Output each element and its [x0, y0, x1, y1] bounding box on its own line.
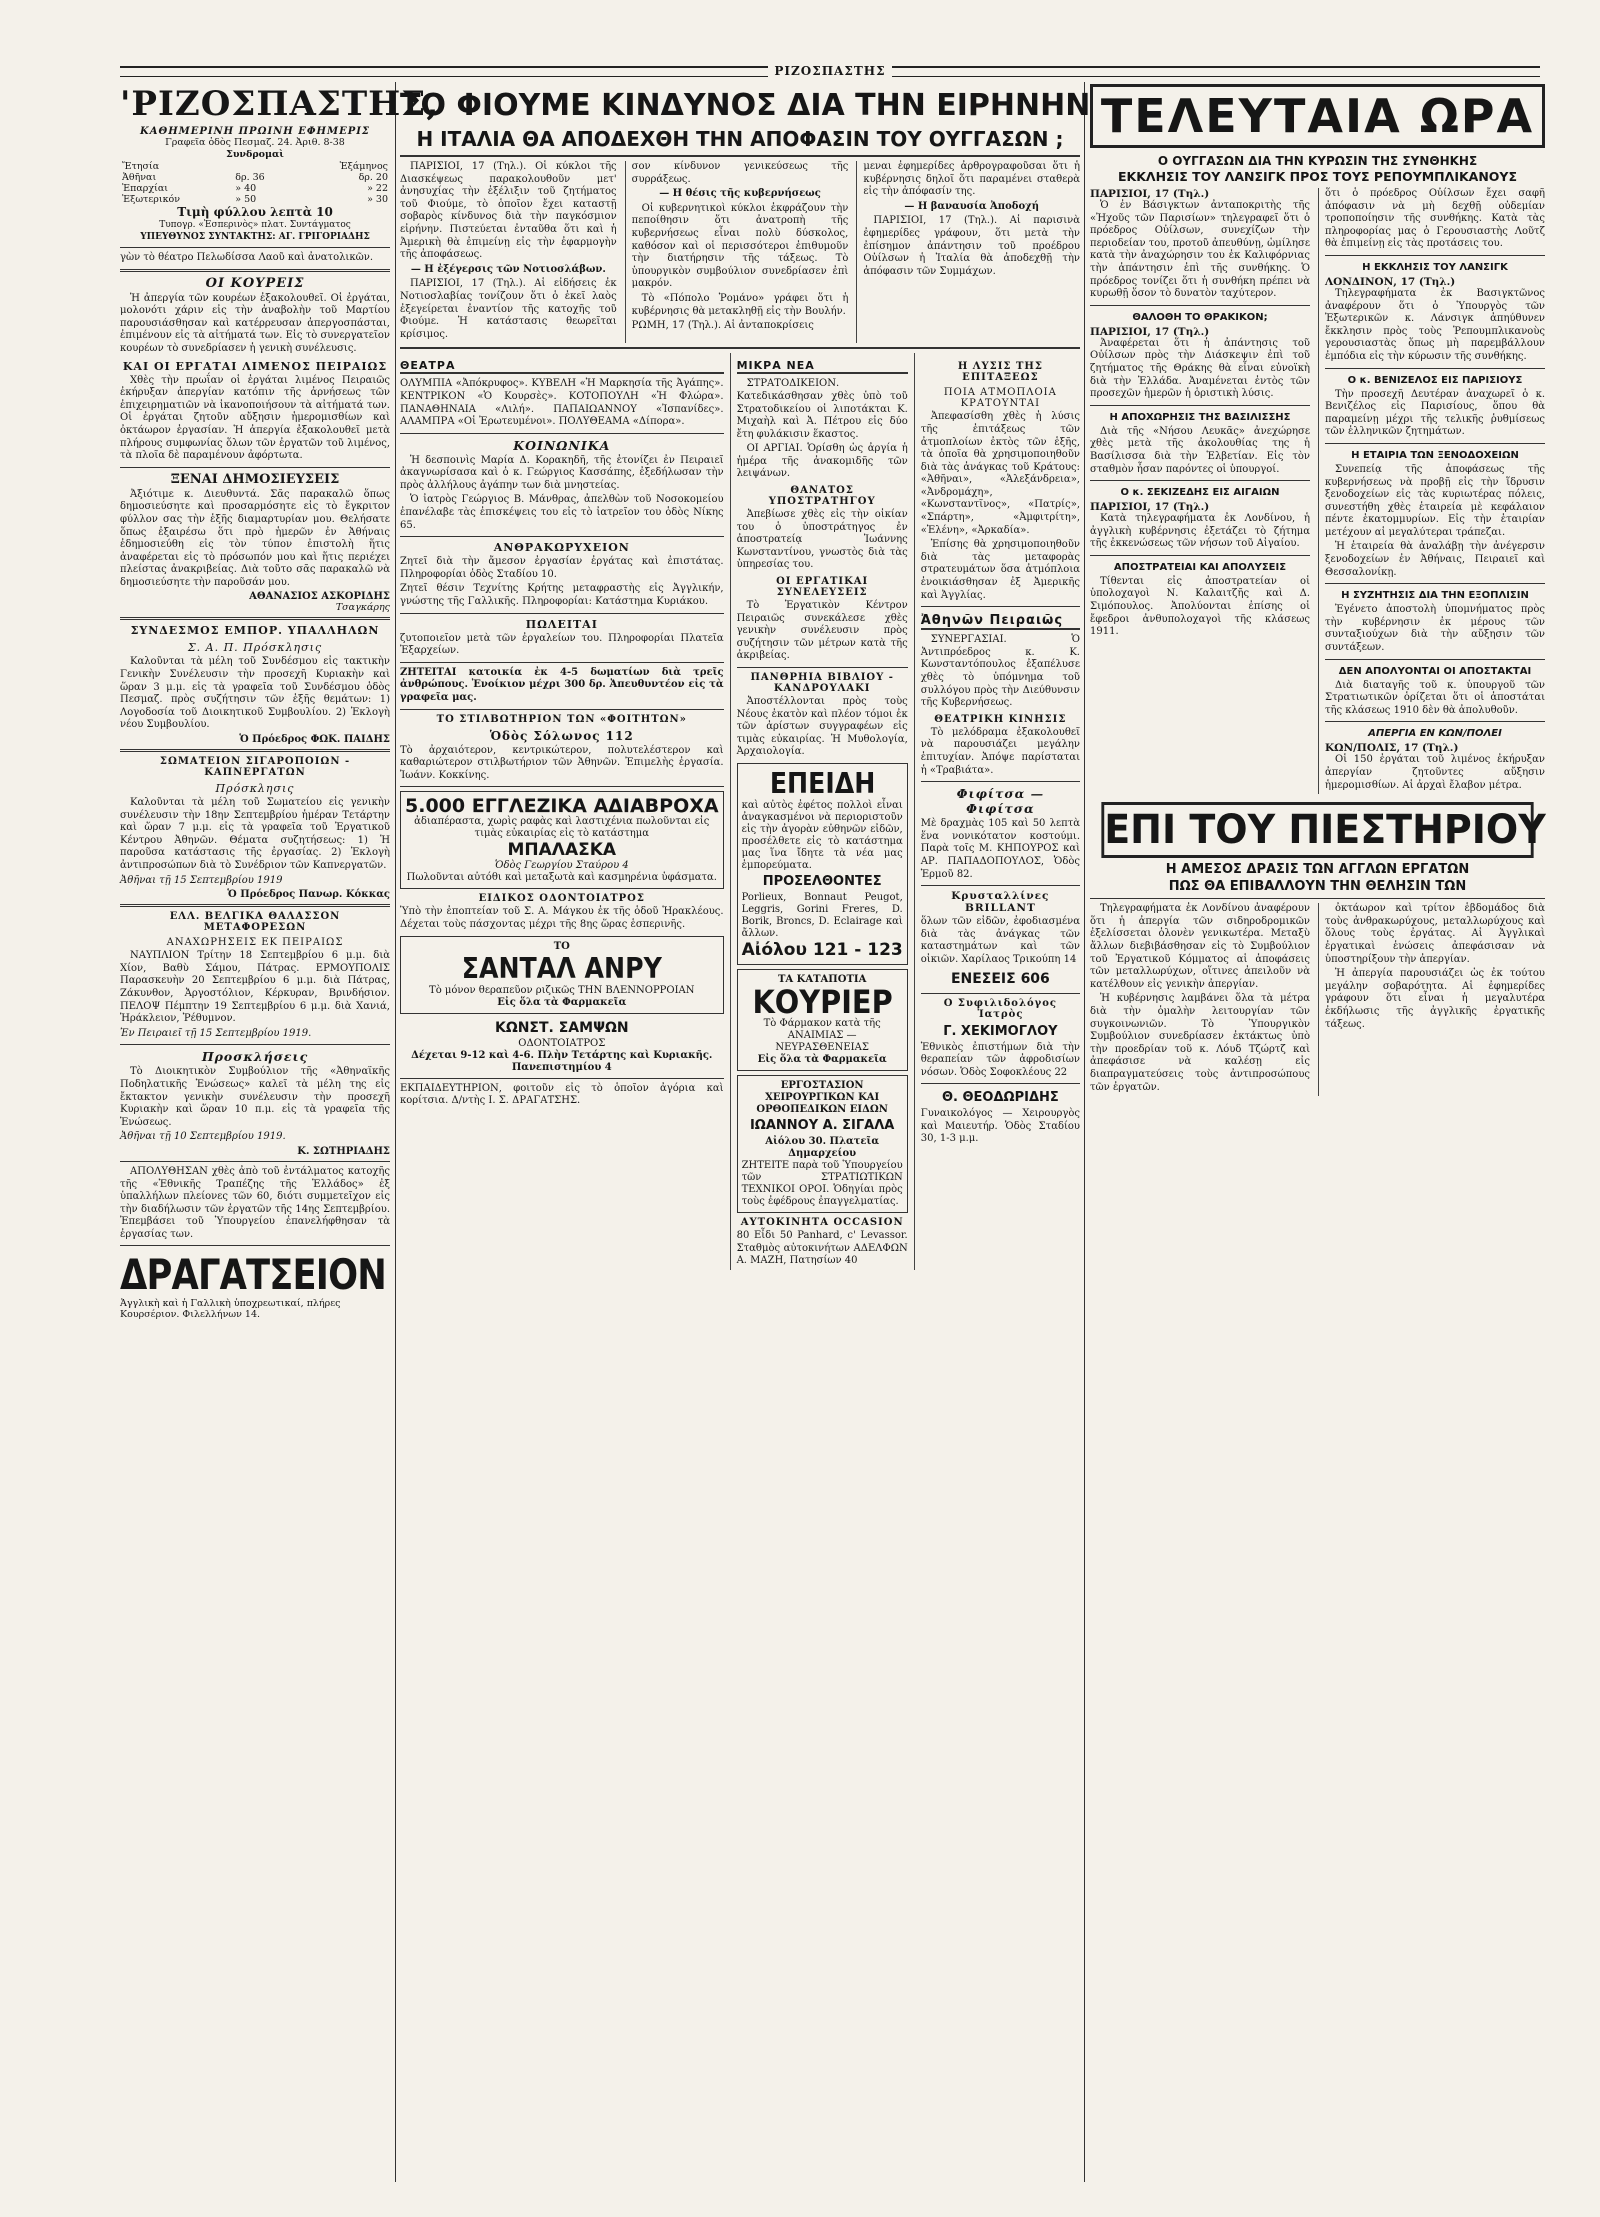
epeidh-ad-subtitle: ΠΡΟΣΕΛΘΟΝΤΕΣ — [762, 873, 882, 889]
port-workers-text: Χθὲς τὴν πρωΐαν οἱ ἐργάται λιμένος Πειραιῶς ἐκήρυξαν ἀπεργίαν κατόπιν τῆς ἀρνήσεως τῶν ἐπιχειρηματιῶν νὰ ἱκανοποιήσουν τὰ αἰτήματά των. Οἱ ἐργάται ζητοῦν αὔξησιν ἡμερομισθίων καὶ ὀκτάωρον ἐργασίαν. Ἡ ἀπεργία ἐξακολουθεῖ μετὰ πλήρους συμφωνίας ὅλων τῶν ἐργατῶν τοῦ λιμένος, τὰ πλοῖα δὲ παραμένουν ἀφόρτωτα. — [120, 374, 390, 462]
lansing-text: Τηλεγραφήματα ἐκ Βασιγκτῶνος ἀναφέρουν ὅτι ὁ Ὑπουργὸς τῶν Ἐξωτερικῶν κ. Λάνσιγκ ἀπηύθυνεν ἔκκλησιν πρὸς τοὺς Ῥεπουμπλικανοὺς γερουσιαστὰς ὅπως μὴ παρεμβάλλουν ἐμπόδια εἰς τὴν κύρωσιν τῆς συνθήκης. — [1325, 287, 1545, 362]
union-subheading: Σ. Α. Π. Πρόσκλησις — [187, 641, 323, 655]
surgical-ad-text: ΖΗΤΕΙΤΕ παρὰ τοῦ Ὑπουργείου τῶν ΣΤΡΑΤΙΩΤΙΚΩΝ ΤΕΧΝΙΚΟΙ ΟΡΟΙ. Ὁδηγίαι πρὸς τοὺς ἐφέδρους ἐπαγγελματίας. — [741, 1159, 903, 1207]
on-the-press-text-b: Ἡ κυβέρνησις λαμβάνει ὅλα τὰ μέτρα διὰ τὴν ὁμαλὴν λειτουργίαν τῶν συγκοινωνιῶν. Τὸ Ὑπουργικὸν Συμβούλιον συνεδρίασεν ἐκτάκτως ὑπὸ τὴν προεδρίαν τοῦ κ. Λόυδ Τζώρτζ καὶ ἀπεφάσισε νὰ καλέσῃ εἰς διαπραγματεύσεις τοὺς ἀντιπροσώπους τῶν ἐργατῶν. — [1090, 993, 1310, 1093]
barbers-text: Ἡ ἀπεργία τῶν κουρέων ἐξακολουθεῖ. Οἱ ἐργάται, μολονότι χάριν εἰς τὴν ἀναβολὴν τοῦ Μαρτίου παρουσιάσθησαν καὶ κατέρρευσαν ἀπεργοσπάσται, ἐπιμένουν εἰς τὰ αἰτήματά των. Εἰς τὸ συνεργατεῖον κουρέων τὸ συνεδρίασεν ἡ γενικὴ συνέλευσις. — [120, 292, 390, 354]
santal-ad-pre: ΤΟ — [553, 940, 570, 952]
lead-text-c2: ΠΑΡΙΣΙΟΙ, 17 (Τηλ.). Αἱ παρισινὰ ἐφημερίδες γράφουν, ὅτι μετὰ τὴν ἐπίσημον ἀπάντησιν τοῦ προέδρου Οὐίλσων ἡ Ἰταλία θὰ ἀποδεχθῇ τὴν ἀπόφασιν τῶν Συμμάχων. — [863, 215, 1081, 277]
hotels-text-2: Ἡ ἑταιρεία θὰ ἀναλάβῃ τὴν ἀνέγερσιν ξενοδοχείων ἐν Ἀθήναις, Πειραιεῖ καὶ Θεσσαλονίκῃ. — [1325, 541, 1545, 578]
lead-text-b3: Τὸ «Πόπολο Ῥομάνο» γράφει ὅτι ἡ κυβέρνησις θὰ μετακληθῇ εἰς τὴν Βουλήν. — [631, 292, 849, 317]
for-sale-text: ζυτοποιεῖον μετὰ τῶν ἐργαλείων του. Πληροφορίαι Πλατεῖα Ἐξαρχείων. — [400, 632, 724, 657]
epeidh-ad-text: καὶ αὐτὸς ἐφέτος πολλοὶ εἶναι ἀναγκασμένοι νὰ περιοριστοῦν εἰς τὴν ἀγορὰν εὐθηνῶν εἰδῶν, προσέλθετε εἰς τὸ κατάστημα μας ἵνα ἴδητε τὰ νέα μας ἐμπορεύματα. — [741, 799, 903, 871]
latest-subheadline: Ο ΟΥΓΓΑΣΩΝ ΔΙΑ ΤΗΝ ΚΥΡΩΣΙΝ ΤΗΣ ΣΥΝΘΗΚΗΣ — [1157, 154, 1478, 168]
venizelos-text: Τὴν προσεχῆ Δευτέραν ἀναχωρεῖ ὁ κ. Βενιζέλος εἰς Παρισίους, ὅπου θὰ παραμείνῃ μέχρι τῆς τελικῆς ῥυθμίσεως τῶν ἑλληνικῶν ζητημάτων. — [1325, 388, 1545, 438]
latest-subheadline-2: ΕΚΚΛΗΣΙΣ ΤΟΥ ΛΑΝΣΙΓΚ ΠΡΟΣ ΤΟΥΣ ΡΕΠΟΥΜΠΛΙΚΑΝΟΥΣ — [1117, 169, 1518, 184]
lead-text-c: μεναι ἐφημερίδες ἀρθρογραφοῦσαι ὅτι ἡ κυβέρνησις δηλοῖ ὅτι παραμένει σταθερὰ εἰς τὴν ἀπόφασίν της. — [863, 161, 1081, 198]
lansing-heading: Η ΕΚΚΛΗΣΙΣ ΤΟΥ ΛΑΝΣΙΓΚ — [1362, 261, 1508, 273]
latest-dateline: ΠΑΡΙΣΙΟΙ, 17 (Τηλ.) — [1090, 188, 1210, 200]
requisition-subheading: ΠΟΙΑ ΑΤΜΟΠΛΟΙΑ ΚΡΑΤΟΥΝΤΑΙ — [943, 387, 1057, 410]
latest-text: Ὁ ἐν Βάσιγκτων ἀνταποκριτὴς τῆς «Ἠχοῦς τῶν Παρισίων» τηλεγραφεῖ ὅτι ὁ πρόεδρος Οὐίλσων, συνεχίζων τὴν περιοδείαν του, προτοῦ ἀπευθύνῃ, ὡμίλησε κατὰ τὴν ἀναχώρησιν του ἐκ Καλιφόρνιας τὴν ἀπάντησιν ἐπὶ τῆς συνθήκης. Ὁ πρόεδρος τονίζει ὅτι ἡ συνθήκη πρέπει νὰ κυρωθῇ ὅσον τὸ δυνατὸν ταχύτερον. — [1090, 200, 1310, 300]
santal-ad — [400, 936, 724, 1014]
constantinople-strike-heading: ΑΠΕΡΓΙΑ ΕΝ ΚΩΝ/ΠΟΛΕΙ — [1368, 728, 1502, 740]
raincoat-ad-title: 5.000 ΕΓΓΛΕΖΙΚΑ ΑΔΙΑΒΡΟΧΑ — [405, 795, 719, 818]
column-rule — [395, 82, 396, 2182]
center-block — [400, 82, 1091, 1270]
column-rule — [1084, 82, 1085, 2182]
epeidh-ad-address: Αἰόλου 121 - 123 — [741, 939, 903, 960]
coal-mine-text: Ζητεῖ διὰ τὴν ἄμεσον ἐργασίαν ἐργάτας καὶ ἐπιστάτας. Πληροφορίαι ὁδὸς Σταδίου 10. — [400, 556, 724, 580]
lead-text-b: σον κίνδυνον γενικεύσεως τῆς συρράξεως. — [631, 161, 849, 185]
thrace-heading: ΘΑΛΟΘΗ ΤΟ ΘΡΑΚΙΚΟΝ; — [1132, 311, 1268, 323]
letters-text: Ἀξιότιμε κ. Διευθυντά. Σᾶς παρακαλῶ ὅπως δημοσιεύσητε καὶ προσαρμόσητε εἰς τὸ ἔγκριτον φύλλον σας τὴν ἑξῆς διαμαρτυρίαν μου. Θελήσατε ὅπως ἐξαιρέσω ὅτι πρὸ ἡμερῶν ἐν Ἀθήναις ἐδημοσιεύθη εἰς τὸν τύπον ἐπιστολὴ ἥτις ἀναφέρεται εἰς τὸ πρόσωπόν μου καὶ ἥτις περιέχει πλείστας ἀνακριβείας. Διὰ τοῦτο σᾶς παρακαλῶ νὰ δημοσιεύσητε τὴν παροῦσάν μου. — [120, 488, 390, 588]
masthead-note: γὼν τὸ θέατρο Πελωδίσσα Λαοῦ καὶ ἀνατολικῶν. — [120, 252, 374, 263]
masthead-subtitle: ΚΑΘΗΜΕΡΙΝΗ ΠΡΩΙΝΗ ΕΦΗΜΕΡΙΣ — [140, 126, 370, 137]
theatres-text: ΟΛΥΜΠΙΑ «Ἀπόκρυφος». ΚΥΒΕΛΗ «Ἡ Μαρκησία τῆς Ἀγάπης». ΚΕΝΤΡΙΚΟΝ «Ὁ Κουρσὲς». ΚΟΤΟΠΟΥΛΗ «Ἡ Φλώρα». ΠΑΝΑΘΗΝΑΙΑ «Λιλή». ΠΑΠΑΙΩΑΝΝΟΥ «Ἰσπανίδες». ΑΛΑΜΠΡΑ «Οἱ Ἐρωτευμένοι». ΠΟΛΥΘΕΑΜΑ «Δίπορα». — [400, 378, 724, 428]
editor-in-chief: ΥΠΕΥΘΥΝΟΣ ΣΥΝΤΑΚΤΗΣ: ΑΓ. ΓΡΙΓΟΡΙΑΔΗΣ — [140, 232, 370, 242]
dentist-ad-title: ΟΔΟΝΤΟΙΑΤΡΟΣ — [518, 1037, 606, 1049]
pensions-text: Ἐγένετο ἀποστολὴ ὑπομνήματος πρὸς τὴν κυβέρνησιν ἐκ μέρους τῶν συνταξιούχων διὰ τὴν αὔξησιν τῶν συντάξεων. — [1325, 604, 1545, 654]
constantinople-strike-dateline: ΚΩΝ/ΠΟΛΙΣ, 17 (Τηλ.) — [1325, 742, 1459, 755]
requisition-text: Ἀπεφασίσθη χθὲς ἡ λύσις τῆς ἐπιτάξεως τῶν ἀτμοπλοίων ἐκτὸς τῶν ἑξῆς, τὰ ὁποῖα θὰ χρησιμοποιηθοῦν διὰ τὰς ἀνάγκας τοῦ Κράτους: «Ἀθῆναι», «Ἀλεξάνδρεια», «Ἀνδρομάχη», «Κωνσταντῖνος», «Πατρίς», «Σπάρτη», «Ἀμφιτρίτη», «Ἑλένη», «Ἀρκαδία». — [920, 411, 1080, 536]
shipping-date: Ἐν Πειραιεῖ τῇ 15 Σεπτεμβρίου 1919. — [120, 1027, 312, 1039]
aegean-heading: Ο κ. ΣΕΚΙΖΕΔΗΣ ΕΙΣ ΑΙΓΑΙΩΝ — [1120, 487, 1280, 499]
epeidh-ad-text-2: Porlieux, Bonnaut Peugot, Leggris, Gorini Freres, D. Borik, Broncs, D. Eclairage καὶ ἄλλων. — [741, 891, 903, 939]
lead-subhead-c: — Η βαναυσία Ἀποδοχή — [904, 200, 1039, 212]
job-wanted-text: Ζητεῖ θέσιν Τεχνίτης Κρήτης μεταφραστὴς εἰς Ἀγγλικήν, γνώστης τῆς Γαλλικῆς. Πληροφορίαι: Κατάστημα Κυριάκου. — [400, 583, 724, 608]
books-text: Ἀποστέλλονται πρὸς τοὺς Νέους ἐκατὸν καὶ πλέον τόμοι ἐκ τῶν ἀρίστων συγγραφέων εἰς τιμὰς εὐκαιρίας. Ἡ Μυθολογία, Ἀρχαιολογία. — [736, 696, 908, 758]
short-news-subheading: ΘΑΝΑΤΟΣ ΥΠΟΣΤΡΑΤΗΓΟΥ — [768, 485, 876, 508]
raincoat-ad — [400, 791, 724, 889]
shipping-text: ΝΑΥΠΛΙΟΝ Τρίτην 18 Σεπτεμβρίου 6 μ.μ. διὰ Χίον, Βαθὺ Σάμου, Πάτρας. ΕΡΜΟΥΠΟΛΙΣ Παρασκευὴν 20 Σεπτεμβρίου 6 μ.μ. διὰ Πάτρας, Ζάκυνθον, Ἀργοστόλιον, Κέρκυραν, Βρινδήσιον. ΠΕΛΟΨ Πέμπτην 19 Σεπτεμβρίου 6 μ.μ. διὰ Χανιά, Ἡράκλειον, Ῥέθυμνον. — [120, 950, 390, 1025]
on-the-press-subheadline: Η ΑΜΕΣΟΣ ΔΡΑΣΙΣ ΤΩΝ ΑΓΓΛΩΝ ΕΡΓΑΤΩΝ — [1165, 862, 1470, 878]
latest-story — [1090, 188, 1545, 794]
surgical-ad — [737, 1075, 908, 1213]
subscriptions-label: Συνδρομαὶ — [226, 149, 284, 160]
lansing-dateline: ΛΟΝΔΙΝΟΝ, 17 (Τηλ.) — [1325, 275, 1456, 288]
latest-hour-headline: ΤΕΛΕΥΤΑΙΑ ΩΡΑ — [1090, 84, 1545, 148]
kourier-ad-pre: ΤΑ ΚΑΤΑΠΟΤΙΑ — [777, 973, 867, 985]
rate-row: Ἀθῆναι δρ. 36 δρ. 20 — [122, 172, 388, 183]
tobacco-date: Ἀθῆναι τῇ 15 Σεπτεμβρίου 1919 — [120, 874, 283, 886]
right-column — [1090, 82, 1545, 1096]
lead-text-a: ΠΑΡΙΣΙΟΙ, 17 (Τηλ.). Οἱ κύκλοι τῆς Διασκέψεως παρακολουθοῦν μετ' ἀνησυχίας τὴν ἐξέλιξιν τοῦ ζητήματος τοῦ Φιούμε, τὸ ὁποῖον ἔχει καταστῇ σοβαρὸς κίνδυνος διὰ τὴν παγκόσμιον εἰρήνην. Πιστεύεται ἐνταῦθα ὅτι καὶ ἡ Ἀμερικὴ θὰ ἐπιμείνῃ εἰς τὴν ἐφαρμογὴν τῆς ἀποφάσεως. — [400, 161, 617, 261]
kourier-ad — [737, 969, 908, 1071]
fifi-heading: Φιφίτσα — Φιφίτσα — [956, 786, 1045, 817]
social-text-2: Ὁ ἰατρὸς Γεώργιος Β. Μάνθρας, ἀπελθὼν τοῦ Νοσοκομείου ἐπανέλαβε τὰς ἐπισκέψεις του εἰς τὸ ἰατρεῖον του ὁδὸς Νίκης 65. — [400, 494, 724, 531]
aegean-text: Κατὰ τηλεγραφήματα ἐκ Λονδίνου, ἡ ἀγγλικὴ κυβέρνησις ἐξετάζει τὸ ζήτημα τῆς ἐκκενώσεως τῶν νήσων τοῦ Αἰγαίου. — [1090, 513, 1310, 550]
theatres-heading: ΘΕΑΤΡΑ — [400, 359, 724, 374]
thrace-text: Ἀναφέρεται ὅτι ἡ ἀπάντησις τοῦ Οὐίλσων πρὸς τὴν Διάσκεψιν ἐπὶ τοῦ ζητήματος τῆς Θράκης θὰ εἶναι εὐνοϊκὴ διὰ τὴν Ἑλλάδα. Ἀναμένεται ἐντὸς τῶν προσεχῶν ἡμερῶν ἡ ὁριστικὴ λύσις. — [1090, 337, 1310, 400]
surgical-ad-address: Αἰόλου 30. Πλατεῖα Δημαρχείου — [765, 1135, 880, 1159]
social-heading: ΚΟΙΝΩΝΙΚΑ — [513, 437, 611, 453]
raincoat-ad-text: ἀδιαπέραστα, χωρὶς ραφὰς καὶ λαστιχένια πωλοῦνται εἰς τιμὰς εὐκαιρίας εἰς τὸ κατάστημα — [414, 816, 710, 840]
shipping-heading: ΕΛΛ. ΒΕΛΓΙΚΑ ΘΑΛΑΣΣΟΝ ΜΕΤΑΦΟΡΕΣΩΝ — [169, 911, 341, 934]
santal-ad-text: Τὸ μόνον θεραπεῦον ριζικῶς ΤΗΝ ΒΛΕΝΝΟΡΡΟΙΑΝ — [429, 984, 695, 996]
lead-text-b4: ΡΩΜΗ, 17 (Τηλ.). Αἱ ἀνταποκρίσεις — [631, 320, 814, 332]
invitations-text: Τὸ Διοικητικὸν Συμβούλιον τῆς «Ἀθηναϊκῆς Ποδηλατικῆς Ἑνώσεως» καλεῖ τὰ μέλη της εἰς ἔκτακτον γενικὴν συνέλευσιν τὴν προσεχῆ Κυριακὴν καὶ ὥραν 10 π.μ. εἰς τὰ γραφεῖα τῆς Ἑνώσεως. — [120, 1066, 390, 1128]
latest-text-b: ὅτι ὁ πρόεδρος Οὐίλσων ἔχει σαφῆ ἀπόφασιν νὰ μὴ δεχθῇ οὐδεμίαν τροποποίησιν τῆς συνθήκης. Κατὰ τὰς πληροφορίας μας ὁ Γερουσιαστὴς Λοῦτζ θὰ ἐπιμείνῃ εἰς τὰς προτάσεις του. — [1325, 188, 1545, 250]
kourier-ad-text-2: Εἰς ὅλα τὰ Φαρμακεῖα — [757, 1053, 887, 1065]
dragatseion-ad-title: ΔΡΑΓΑΤΣΕΙΟΝ — [120, 1250, 386, 1300]
short-news-text-4: Τὸ Ἐργατικὸν Κέντρον Πειραιῶς συνεκάλεσε χθὲς γενικὴν συνέλευσιν πρὸς συζήτησιν τῶν μέτρων κατὰ τῆς ἀκριβείας. — [736, 600, 908, 662]
union-signature: Ὁ Πρόεδρος ΦΩΚ. ΠΑΙΔΗΣ — [239, 734, 390, 746]
retirements-text: Τίθενται εἰς ἀποστρατείαν οἱ ὑπολοχαγοὶ Ν. Καλαιτζῆς καὶ Δ. Σιμόπουλος. Ἀπολύονται ἐπίσης οἱ ἔφεδροι ἀνθυπολοχαγοὶ τῆς κλάσεως 1911. — [1090, 575, 1310, 638]
brilliant-text: ὅλων τῶν εἰδῶν, ἐφοδιασμένα διὰ τὰς ἀνάγκας τῶν καταστημάτων καὶ τῶν οἰκιῶν. Χαρίλαος Τρικούπη 14 — [920, 916, 1080, 965]
epeidh-ad — [737, 763, 908, 965]
syphilologist-text: Ἐθνικὸς ἐπιστήμων διὰ τὴν θεραπείαν τῶν ἀφροδισίων νόσων. Ὁδὸς Σοφοκλέους 22 — [920, 1041, 1080, 1078]
constantinople-strike-text: Οἱ 150 ἐργάται τοῦ λιμένος ἐκήρυξαν ἀπεργίαν ζητοῦντες αὔξησιν ἡμερομισθίων. Αἱ ἀρχαὶ ἔλαβον μέτρα. — [1325, 754, 1545, 791]
fifi-text: Μὲ δραχμὰς 105 καὶ 50 λεπτὰ ἕνα νονικότατον κοστούμι. Παρὰ τοῖς Μ. ΚΗΠΟΥΡΟΣ καὶ ΑΡ. ΠΑΠΑΔΟΠΟΥΛΟΣ, Ὁδὸς Ἑρμοῦ 82. — [920, 818, 1080, 880]
brilliant-heading: Κρυσταλλίνες BRILLANT — [951, 890, 1050, 915]
issue-price: Τιμὴ φύλλου λεπτὰ 10 — [177, 205, 333, 219]
on-the-press-text-3: Ἡ ἀπεργία παρουσιάζει ὡς ἐκ τούτου μεγάλην σοβαρότητα. Αἱ ἐφημερίδες γράφουν ὅτι εἶναι ἡ μεγαλυτέρα ἐκδήλωσις τῆς ἀγγλικῆς ἐργατικῆς τάξεως. — [1325, 968, 1545, 1030]
venizelos-heading: Ο κ. ΒΕΝΙΖΕΛΟΣ ΕΙΣ ΠΑΡΙΣΙΟΥΣ — [1347, 374, 1523, 386]
for-sale-heading: ΠΩΛΕΙΤΑΙ — [525, 617, 598, 631]
rate-row: Ἔτησία Ἑξάμηνος — [122, 161, 388, 172]
retirements-heading: ΑΠΟΣΤΡΑΤΕΙΑΙ ΚΑΙ ΑΠΟΛΥΣΕΙΣ — [1113, 561, 1287, 573]
dismissals-text: ΑΠΟΛΥΘΗΣΑΝ χθὲς ἀπὸ τοῦ ἐντάλματος κατοχῆς τῆς «Ἐθνικῆς Τραπέζης τῆς Ἑλλάδος» ἐξ ὑπαλλήλων πλείονες τῶν 60, διότι συμμετεῖχον εἰς τὴν διαδήλωσιν τῶν ἐργατῶν τῆς 14ης Σεπτεμβρίου. Ἐπεμβάσει τοῦ Ὑπουργείου ἐπανελήφθησαν τὰ ἐργασίας των. — [120, 1165, 390, 1240]
short-news-text: ΣΤΡΑΤΟΔΙΚΕΙΟΝ. Κατεδικάσθησαν χθὲς ὑπὸ τοῦ Στρατοδικείου οἱ λιποτάκται Κ. Μιχαὴλ καὶ Ἀ. Πέτρου εἰς δύο ἔτη φυλάκισιν ἕκαστος. — [736, 378, 908, 440]
masthead-title: 'ΡΙΖΟΣΠΑΣΤΗΣ, — [120, 84, 440, 124]
deserters-text: Διὰ διαταγῆς τοῦ κ. ὑπουργοῦ τῶν Στρατιωτικῶν ὁρίζεται ὅτι οἱ ἀποστάται τῆς κλάσεως 1910 δὲν θὰ ἀπολυθοῦν. — [1325, 679, 1545, 716]
on-the-press-headline: ΕΠΙ ΤΟΥ ΠΙΕΣΤΗΡΙΟΥ — [1101, 802, 1533, 858]
on-the-press-text-2: ὀκτάωρον καὶ τρίτον ἑβδομάδος διὰ τοὺς ἀνθρακωρύχους, μεταλλωρύχους καὶ ὅλους τοὺς ἐργάτας. Αἱ Ἀγγλικαὶ ἐργατικαὶ ἑνώσεις ἀπεφάσισαν νὰ ὑποστηρίξουν τὴν ἀπεργίαν. — [1325, 903, 1545, 965]
brilliant-subtitle: ΕΝΕΣΕΙΣ 606 — [950, 970, 1050, 987]
tobacco-signature: Ὁ Πρόεδρος Πανωρ. Κόκκας — [227, 889, 390, 901]
shipping-subheading: ΑΝΑΧΩΡΗΣΕΙΣ ΕΚ ΠΕΙΡΑΙΩΣ — [166, 937, 344, 949]
queen-departure-heading: Η ΑΠΟΧΩΡΗΣΙΣ ΤΗΣ ΒΑΣΙΛΙΣΣΗΣ — [1109, 411, 1291, 423]
short-news-subheading-2: ΟΙ ΕΡΓΑΤΙΚΑΙ ΣΥΝΕΛΕΥΣΕΙΣ — [776, 576, 869, 599]
lead-subhead-b: — Η θέσις τῆς κυβερνήσεως — [659, 188, 821, 200]
raincoat-ad-shop: ΜΠΑΛΑΣΚΑ — [507, 840, 617, 861]
shoeshine-heading: ΤΟ ΣΤΙΛΒΩΤΗΡΙΟΝ ΤΩΝ «ΦΟΙΤΗΤΩΝ» — [436, 713, 687, 725]
shoeshine-text: Τὸ ἀρχαιότερον, κεντρικώτερον, πολυτελέστερον καὶ καθαριώτερον στιλβωτήριον τῶν Ἀθηνῶν. Ἐπιμελὴς ἐργασία. Ἰωάνν. Κοκκίνης. — [400, 744, 724, 781]
letters-signature: ΑΘΑΝΑΣΙΟΣ ΑΣΚΟΡΙΔΗΣ — [249, 591, 390, 603]
surgical-ad-title: ΕΡΓΟΣΤΑΣΙΟΝ ΧΕΙΡΟΥΡΓΙΚΩΝ ΚΑΙ ΟΡΘΟΠΕΔΙΚΩΝ ΕΙΔΩΝ — [756, 1079, 888, 1115]
lead-subhead-a: — Η ἐξέγερσις τῶν Νοτιοσλάβων. — [410, 263, 606, 275]
union-text: Καλοῦνται τὰ μέλη τοῦ Συνδέσμου εἰς τακτικὴν Γενικὴν Συνέλευσιν τὴν προσεχῆ Κυριακὴν καὶ ὥραν 3 μ.μ. εἰς τὰ γραφεῖα τοῦ Συνδέσμου ὁδὸς Πεσμαζ. πρὸς συζήτησιν τῶν ἑξῆς θεμάτων: 1) Λογοδοσία τοῦ Διοικητικοῦ Συμβουλίου. 2) Ἐκλογὴ νέου Συμβουλίου. — [120, 656, 390, 731]
printing-house: Τυπογρ. «Ἑσπερινὸς» πλατ. Συντάγματος — [159, 220, 351, 230]
kourier-ad-text: Τὸ Φάρμακον κατὰ τῆς ΑΝΑΙΜΙΑΣ — ΝΕΥΡΑΣΘΕΝΕΙΑΣ — [763, 1017, 881, 1053]
epeidh-ad-title: ΕΠΕΙΔΗ — [769, 766, 875, 800]
wanted-apartment-text: ΖΗΤΕΙΤΑΙ κατοικία ἐκ 4-5 δωματίων διὰ τρεῖς ἀνθρώπους. Ἐνοίκιον μέχρι 300 δρ. Ἀπευθυντέον εἰς τὰ γραφεῖα μας. — [400, 666, 724, 703]
lower-center — [400, 353, 1080, 1269]
short-news-text-3: Ἀπεβίωσε χθὲς εἰς τὴν οἰκίαν του ὁ ὑποστράτηγος ἐν ἀποστρατείᾳ Ἰωάννης Κωνσταντίνου, γνωστὸς διὰ τὰς ὑπηρεσίας του. — [736, 509, 908, 571]
cars-text: 80 Εἶδι 50 Panhard, c' Levassor. Σταθμὸς αὐτοκινήτων ΑΔΕΛΦΩΝ Α. ΜΑΖΗ, Πατησίων 40 — [736, 1229, 908, 1267]
union-heading: ΣΥΝΔΕΣΜΟΣ ΕΜΠΟΡ. ΥΠΑΛΛΗΛΩΝ — [130, 624, 380, 638]
dentist-specialist-text: Ὑπὸ τὴν ἐποπτείαν τοῦ Σ. Α. Μάγκου ἐκ τῆς ὁδοῦ Ἡρακλέους. Δέχεται τοὺς πάσχοντας μέχρι τῆς 8ης ὥρας ἑσπερινῆς. — [400, 906, 724, 930]
queen-departure-text: Διὰ τῆς «Νήσου Λευκᾶς» ἀνεχώρησε χθὲς μετὰ τῆς ἀκολουθίας της ἡ Βασίλισσα διὰ τὴν Ἑλβετίαν. Εἰς τὸν σταθμὸν ἦσαν παρόντες οἱ ὑπουργοί. — [1090, 425, 1310, 475]
rate-row: Ἐξωτερικόν » 50 » 30 — [122, 194, 388, 205]
invitations-date: Ἀθῆναι τῇ 10 Σεπτεμβρίου 1919. — [120, 1131, 286, 1143]
barbers-heading: ΟΙ ΚΟΥΡΕΙΣ — [205, 275, 305, 291]
on-the-press-text: Τηλεγραφήματα ἐκ Λονδίνου ἀναφέρουν ὅτι ἡ ἀπεργία τῶν σιδηροδρομικῶν ἐξελίσσεται ὁλονὲν γενικωτέρα. Μεταξὺ ἄλλων διεβιβάσθησαν εἰς τὸ Συμβούλιον τοῦ Ἐργατικοῦ Κόμματος αἱ ἀποφάσεις τῶν μεταλλωρύχων, οἵτινες ἀπειλοῦν νὰ κατέλθουν εἰς γενικὴν ἀπεργίαν. — [1090, 903, 1310, 990]
books-heading: ΠΑΝΘΡΗΙΑ ΒΙΒΛΙΟΥ - ΚΑΝΔΡΟΥΛΑΚΙ — [750, 672, 894, 694]
tobacco-heading: ΣΩΜΑΤΕΙΟΝ ΣΙΓΑΡΟΠΟΙΩΝ - ΚΑΠΝΕΡΓΑΤΩΝ — [159, 756, 351, 779]
theatre-news-heading: ΘΕΑΤΡΙΚΗ ΚΙΝΗΣΙΣ — [934, 713, 1067, 725]
dentist-specialist-heading: ΕΙΔΙΚΟΣ ΟΔΟΝΤΟΙΑΤΡΟΣ — [478, 893, 645, 905]
dragatseion-ad-text: Ἀγγλικὴ καὶ ἡ Γαλλικὴ ὑποχρεωτικαί, πλήρες Κουρσέριον. Φιλελλήνων 14. — [120, 1298, 341, 1321]
aegean-dateline: ΠΑΡΙΣΙΟΙ, 17 (Τηλ.) — [1090, 501, 1210, 514]
invitations-signature: Κ. ΣΩΤΗΡΙΑΔΗΣ — [297, 1145, 390, 1157]
thrace-dateline: ΠΑΡΙΣΙΟΙ, 17 (Τηλ.) — [1090, 325, 1210, 338]
on-the-press-story — [1090, 903, 1545, 1096]
syphilologist-heading: Ο Συφιλιδολόγος Ἰατρὸς — [943, 997, 1058, 1020]
subscription-rates — [120, 161, 390, 205]
requisition-text-2: Ἐπίσης θὰ χρησιμοποιηθοῦν διὰ τὰς μεταφορὰς στρατευμάτων ὅσα ἀτμόπλοια ἐνοικιάσθησαν ἐξ Ἀμερικῆς καὶ Ἀγγλίας. — [920, 539, 1080, 601]
lead-text-a2: ΠΑΡΙΣΙΟΙ, 17 (Τηλ.). Αἱ εἰδήσεις ἐκ Νοτιοσλαβίας τονίζουν ὅτι ὁ ἐκεῖ λαὸς ἐξεγείρεται ἐναντίον τῆς κατοχῆς τοῦ Φιούμε. Ἡ κατάστασις θεωρεῖται κρίσιμος. — [400, 278, 617, 340]
tobacco-text: Καλοῦνται τὰ μέλη τοῦ Σωματείου εἰς γενικὴν συνέλευσιν τὴν 18ην Σεπτεμβρίου ἡμέραν Τετάρτην καὶ ὥραν 7 μ.μ. εἰς τὰ γραφεῖα τοῦ Ἐργατικοῦ Κέντρου Ἀθηνῶν. Θέματα συζητήσεως: 1) Ἡ παροῦσα κατάστασις τῆς ἐργασίας. 2) Ἐκλογὴ ἀντιπροσώπων διὰ τὸ Συνέδριον τῶν Καπνεργατῶν. — [120, 797, 390, 871]
shoeshine-address: Ὁδὸς Σόλωνος 112 — [489, 728, 634, 743]
school-text: ΕΚΠΑΙΔΕΥΤΗΡΙΟΝ, φοιτοῦν εἰς τὸ ὁποῖον ἀγόρια καὶ κορίτσια. Δ/ντὴς Ι. Σ. ΔΡΑΓΑΤΣΗΣ. — [400, 1082, 724, 1107]
hotels-text: Συνεπείᾳ τῆς ἀποφάσεως τῆς κυβερνήσεως νὰ προβῇ εἰς τὴν ἵδρυσιν ξενοδοχείων εἰς τὰς κυριωτέρας πόλεις, συνεστήθη χθὲς ἑταιρεία μὲ κεφάλαιον πέντε ἑκατομμυρίων. Εἰς τὴν ἑταιρίαν μετέχουν αἱ μεγαλύτεραι τράπεζαι. — [1325, 463, 1545, 538]
hotels-heading: Η ΕΤΑΙΡΙΑ ΤΩΝ ΞΕΝΟΔΟΧΕΙΩΝ — [1351, 449, 1519, 461]
gynecologist-name: Θ. ΘΕΟΔΩΡΙΔΗΣ — [941, 1090, 1059, 1106]
main-subheadline: Η ΙΤΑΛΙΑ ΘΑ ΑΠΟΔΕΧΘΗ ΤΗΝ ΑΠΟΦΑΣΙΝ ΤΟΥ ΟΥΓΓΑΣΩΝ ; — [416, 127, 1064, 151]
gynecologist-text: Γυναικολόγος — Χειρουργὸς καὶ Μαιευτήρ. Ὁδὸς Σταδίου 30, 1-3 μ.μ. — [920, 1108, 1080, 1145]
dentist-ad-text: Δέχεται 9-12 καὶ 4-6. Πλὴν Τετάρτης καὶ Κυριακῆς. Πανεπιστημίου 4 — [411, 1049, 713, 1073]
santal-ad-title: ΣΑΝΤΑΛ ΑΝΡΥ — [461, 951, 662, 985]
pensions-heading: Η ΣΥΖΗΤΗΣΙΣ ΔΙΑ ΤΗΝ ΕΞΟΠΛΙΣΙΝ — [1341, 590, 1529, 602]
short-news-heading: ΜΙΚΡΑ ΝΕΑ — [737, 359, 908, 374]
dentist-ad-name: ΚΩΝΣΤ. ΣΑΜΨΩΝ — [494, 1019, 629, 1036]
port-workers-heading: ΚΑΙ ΟΙ ΕΡΓΑΤΑΙ ΛΙΜΕΝΟΣ ΠΕΙΡΑΙΩΣ — [122, 359, 388, 373]
athens-piraeus-heading: Ἀθηνῶν Πειραιῶς — [921, 613, 1080, 630]
office-address: Γραφεῖα ὁδὸς Πεσμαζ. 24. Ἀριθ. 8-38 — [165, 137, 345, 148]
main-headline: ΤΟ ΦΙΟΥΜΕ ΚΙΝΔΥΝΟΣ ΔΙΑ ΤΗΝ ΕΙΡΗΝΗΝ — [400, 88, 1091, 123]
santal-ad-text-2: Εἰς ὅλα τὰ Φαρμακεῖα — [497, 996, 627, 1008]
raincoat-ad-text-2: Πωλοῦνται αὐτόθι καὶ μεταξωτὰ καὶ κασμηρένια ὑφάσματα. — [406, 872, 717, 884]
theatre-news-text: Τὸ μελόδραμα ἐξακολουθεῖ νὰ παρουσιάζει μεγάλην ἐπιτυχίαν. Ἀπόψε παρίσταται ἡ «Τραβιάτα». — [920, 726, 1080, 776]
syphilologist-name: Γ. ΧΕΚΙΜΟΓΛΟΥ — [943, 1023, 1058, 1039]
lead-text-b2: Οἱ κυβερνητικοὶ κύκλοι ἐκφράζουν τὴν πεποίθησιν ὅτι ἀνατροπὴ τῆς κυβερνήσεως εἶναι πολὺ δύσκολος, καθόσον καὶ οἱ περισσότεροι ἐπιθυμοῦν τὴν διατήρησιν τῆς τάξεως. Τὸ ὑπουργικὸν συμβούλιον συνεδρίασεν ἐπὶ μακρόν. — [631, 202, 849, 290]
requisition-heading: Η ΛΥΣΙΣ ΤΗΣ ΕΠΙΤΑΞΕΩΣ — [957, 361, 1043, 384]
athens-piraeus-text: ΣΥΝΕΡΓΑΣΙΑΙ. Ὁ Ἀντιπρόεδρος κ. Κ. Κωνσταντόπουλος ἐξαπέλυσε χθὲς τὸ ὑπόμνημα τοῦ συλλόγου πρὸς τὴν Διεύθυνσιν τῆς Κυβερνήσεως. — [920, 634, 1080, 709]
running-head: ΡΙΖΟΣΠΑΣΤΗΣ — [120, 66, 1540, 77]
letters-heading: ΞΕΝΑΙ ΔΗΜΟΣΙΕΥΣΕΙΣ — [170, 471, 340, 487]
surgical-ad-name: ΙΩΑΝΝΟΥ Α. ΣΙΓΑΛΑ — [749, 1117, 895, 1133]
invitations-heading: Προσκλήσεις — [201, 1049, 309, 1065]
rate-row: Ἐπαρχίαι » 40 » 22 — [122, 183, 388, 194]
letters-signature-title: Τσαγκάρης — [335, 602, 390, 614]
cars-heading: ΑΥΤΟΚΙΝΗΤΑ OCCASION — [740, 1216, 904, 1228]
short-news-text-2: ΟΙ ΑΡΓΙΑΙ. Ὁρίσθη ὡς ἀργία ἡ ἡμέρα τῆς ἀνακομιδῆς τῶν λειψάνων. — [736, 443, 908, 480]
deserters-heading: ΔΕΝ ΑΠΟΛΥΟΝΤΑΙ ΟΙ ΑΠΟΣΤΑΚΤΑΙ — [1338, 665, 1532, 677]
tobacco-subheading: Πρόσκλησις — [215, 782, 295, 796]
coal-mine-heading: ΑΝΘΡΑΚΩΡΥΧΕΙΟΝ — [493, 541, 630, 555]
raincoat-ad-address: Ὁδὸς Γεωργίου Σταύρου 4 — [494, 860, 629, 872]
lead-story — [400, 161, 1080, 343]
dentist-ad — [400, 1018, 724, 1074]
on-the-press-subheadline-2: ΠΩΣ ΘΑ ΕΠΙΒΑΛΛΟΥΝ ΤΗΝ ΘΕΛΗΣΙΝ ΤΩΝ — [1168, 879, 1467, 895]
social-text: Ἡ δεσποινὶς Μαρία Δ. Κορακηδῆ, τῆς ἐτονίζει ἐν Πειραιεῖ ἀκαγνωρίσασα καὶ ὁ κ. Γεώργιος Κασσάπης, ἐξεδήλωσαν τὴν πρὸς ἀλλήλους ἀγάπην των διὰ μνηστείας. — [400, 454, 724, 491]
kourier-ad-title: ΚΟΥΡΙΕΡ — [752, 982, 893, 1021]
